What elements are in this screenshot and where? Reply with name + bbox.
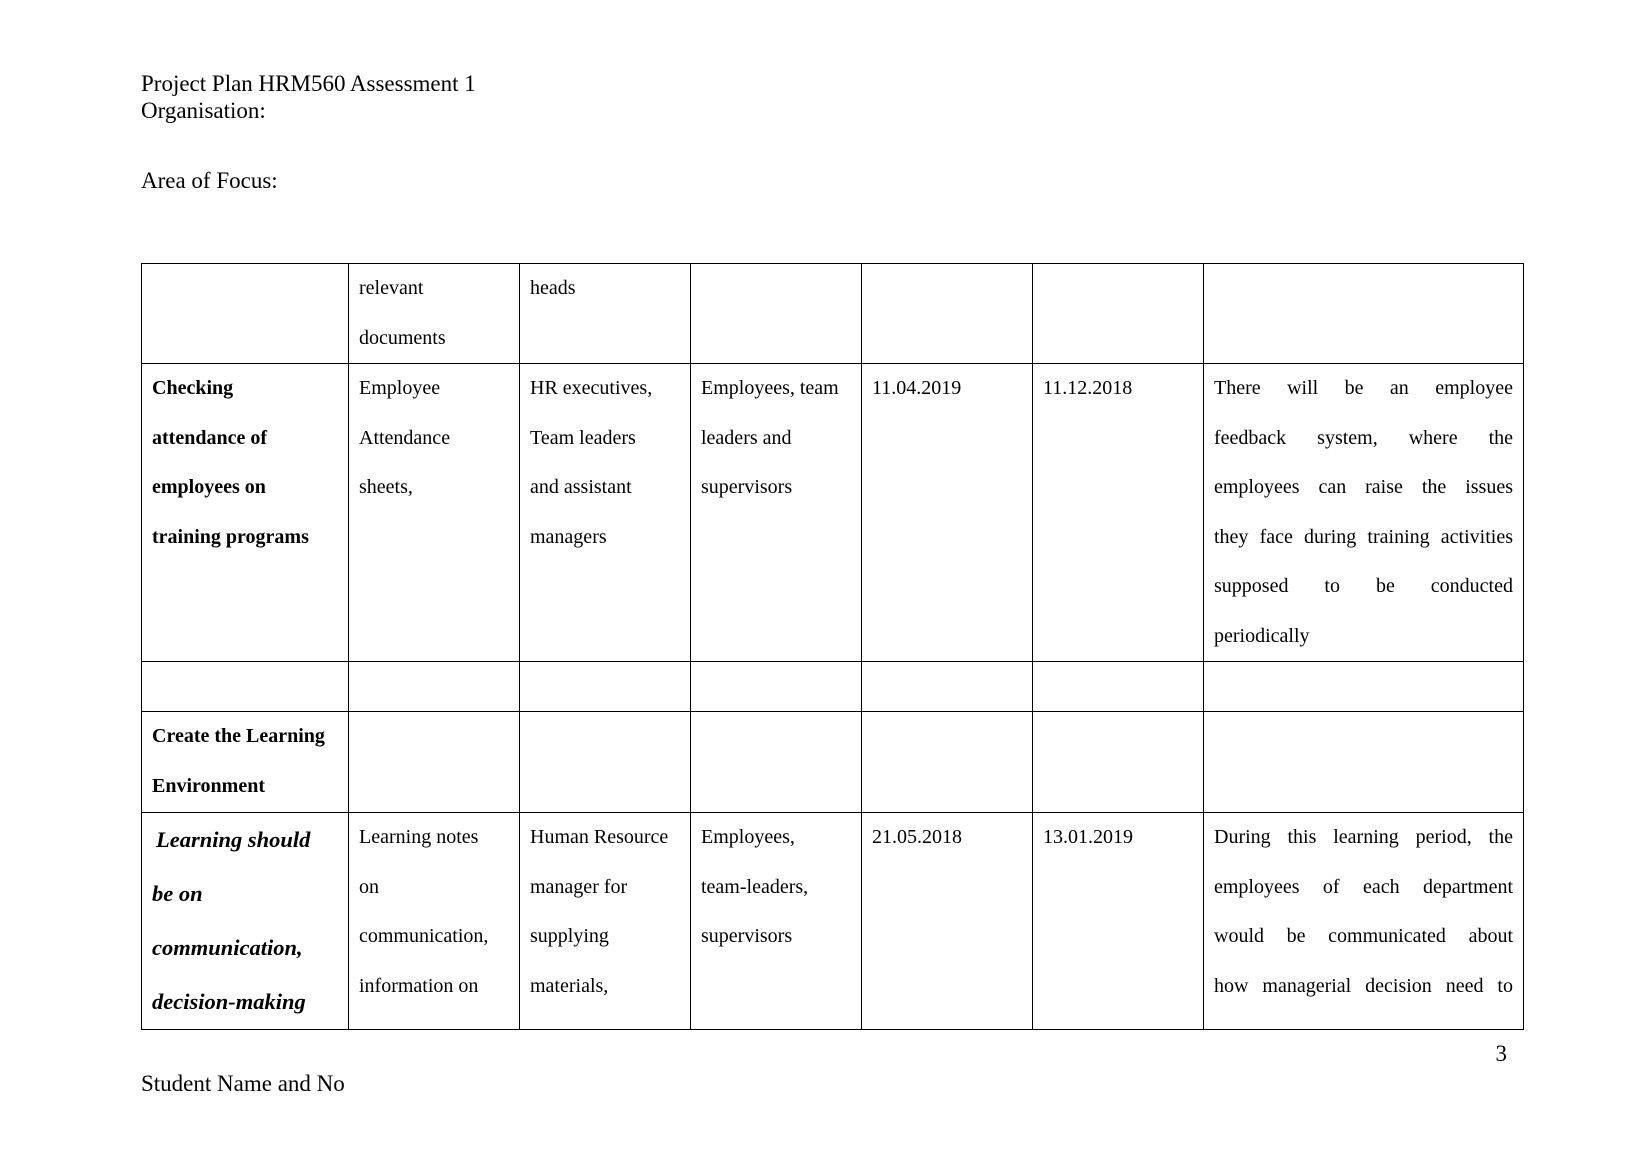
cell-line: leaders and (701, 426, 792, 449)
table-cell (349, 364, 520, 662)
cell-line: documents (359, 326, 446, 349)
table-row (142, 662, 1524, 712)
cell-line: Human Resource (530, 826, 669, 848)
table-cell (862, 264, 1033, 364)
table-cell (349, 712, 520, 813)
table-row (142, 364, 1524, 662)
cell-line: would be communicated about (1214, 925, 1513, 947)
table-cell (691, 662, 862, 712)
cell-line: employees on (152, 476, 266, 498)
cell-line: on (359, 875, 379, 898)
cell-line: employees can raise the issues (1214, 476, 1513, 498)
cell-line: Team leaders (530, 426, 636, 449)
cell-line: 13.01.2019 (1043, 826, 1133, 848)
table-cell (142, 662, 349, 712)
cell-line: supervisors (701, 925, 793, 947)
table-cell (1033, 264, 1204, 364)
table-cell (1033, 712, 1204, 813)
cell-line: Environment (152, 774, 265, 797)
end-date-cell (1033, 813, 1204, 1030)
table-cell (349, 813, 520, 1030)
cell-line: HR executives, (530, 377, 653, 399)
table-cell (1204, 712, 1524, 813)
cell-line: feedback system, where the (1214, 426, 1513, 449)
cell-line: Learning should (156, 827, 311, 852)
end-date-cell (1033, 364, 1204, 662)
table-row (142, 264, 1524, 364)
cell-line: supposed to be conducted (1214, 575, 1513, 597)
table-cell (349, 662, 520, 712)
cell-line: be on (152, 881, 203, 906)
table-cell (520, 364, 691, 662)
table-cell (520, 264, 691, 364)
cell-line: 11.12.2018 (1043, 377, 1133, 399)
table-row (142, 712, 1524, 813)
cell-line: Checking (152, 377, 234, 399)
cell-line: During this learning period, the (1214, 826, 1513, 848)
cell-line: Create the Learning (152, 725, 325, 747)
cell-line: managers (530, 525, 607, 548)
table-cell (691, 712, 862, 813)
cell-line: Attendance (359, 426, 451, 449)
comments-cell (1204, 813, 1524, 1030)
area-of-focus-label: Area of Focus: (141, 168, 278, 193)
cell-line: supplying (530, 925, 609, 947)
cell-line: decision-making (152, 989, 306, 1014)
cell-line: supervisors (701, 476, 793, 498)
cell-line: they face during training activities (1214, 525, 1513, 548)
cell-line: Employees, (701, 826, 795, 848)
cell-line: relevant (359, 277, 424, 299)
cell-line: attendance of (152, 426, 267, 449)
table-cell (691, 264, 862, 364)
cell-line: employees of each department (1214, 875, 1513, 898)
cell-line: communication, (359, 925, 489, 947)
cell-line: 11.04.2019 (872, 377, 962, 399)
cell-line: There will be an employee (1214, 377, 1513, 399)
cell-line: 21.05.2018 (872, 826, 962, 848)
start-date-cell (862, 813, 1033, 1030)
table-cell (520, 813, 691, 1030)
table-cell (1033, 662, 1204, 712)
student-name-label: Student Name and No (141, 1071, 345, 1096)
cell-line: how managerial decision need to (1214, 974, 1513, 997)
cell-line: heads (530, 277, 576, 299)
cell-line: and assistant (530, 476, 632, 498)
table-cell (691, 813, 862, 1030)
activity-cell (142, 813, 349, 1030)
cell-line: sheets, (359, 476, 413, 498)
table-cell (349, 264, 520, 364)
table-cell (142, 264, 349, 364)
project-plan-table (141, 263, 1524, 1030)
activity-cell (142, 712, 349, 813)
page-number: 3 (1495, 1041, 1507, 1066)
table-cell (520, 712, 691, 813)
organisation-label: Organisation: (141, 98, 266, 123)
cell-line: team-leaders, (701, 875, 809, 898)
table-cell (862, 662, 1033, 712)
table-cell (691, 364, 862, 662)
comments-cell (1204, 364, 1524, 662)
cell-line: Learning notes (359, 826, 479, 848)
cell-line: Employee (359, 377, 441, 399)
cell-line: periodically (1214, 624, 1310, 647)
activity-cell (142, 364, 349, 662)
cell-line: materials, (530, 974, 609, 997)
cell-line: training programs (152, 525, 309, 548)
cell-line: manager for (530, 875, 628, 898)
table-row (142, 813, 1524, 1030)
table-cell (1204, 662, 1524, 712)
table-cell (862, 712, 1033, 813)
start-date-cell (862, 364, 1033, 662)
document-header-title: Project Plan HRM560 Assessment 1 (141, 71, 476, 96)
cell-line: communication, (152, 935, 303, 960)
table-cell (520, 662, 691, 712)
table-cell (1204, 264, 1524, 364)
cell-line: Employees, team (701, 377, 839, 399)
cell-line: information on (359, 974, 479, 997)
